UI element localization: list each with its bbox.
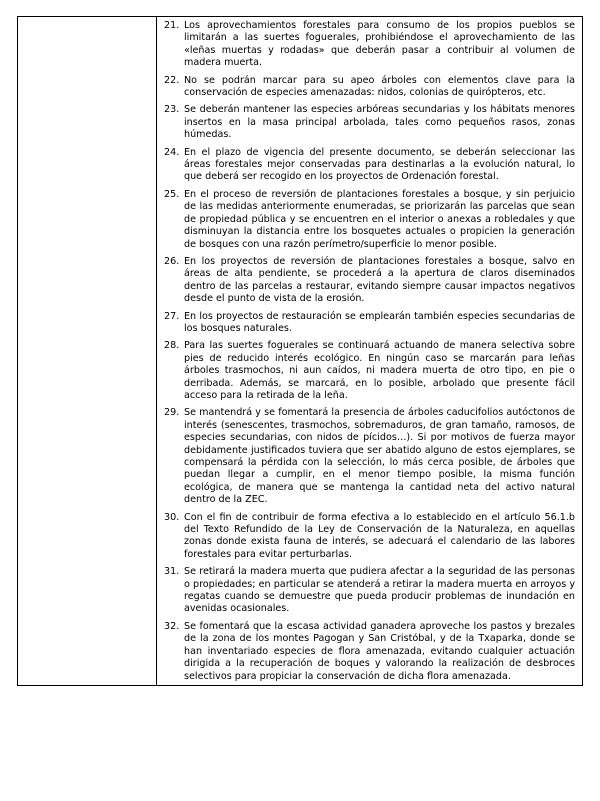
item-text: En los proyectos de reversión de plantaciones forestales a bosque, salvo en áreas de alta pendiente, se procederá a la apertura de claros diseminados dentro de las parcelas a restaurar, evitando siempre causar impactos negativos desde el punto de vista de la erosión. [184, 255, 575, 305]
item-text: En los proyectos de restauración se emplearán también especies secundarias de los bosques naturales. [184, 310, 575, 334]
list-item [164, 512, 575, 562]
list-item [164, 340, 575, 402]
list-item [164, 311, 575, 336]
item-number: 25. [164, 188, 180, 200]
item-text: Se retirará la madera muerta que pudiera afectar a la seguridad de las personas o propiedades; en particular se atenderá a retirar la madera muerta en arroyos y regatas cuando se demuestre que pueda producir problemas de inundación en avenidas ocasionales. [184, 566, 575, 615]
item-text: Con el fin de contribuir de forma efectiva a lo establecido en el artículo 56.1.b del Texto Refundido de la Ley de Conservación de la Naturaleza, en aquellas zonas donde exista fauna de interés, se adecuará el calendario de las labores forestales para evitar perturbarlas. [184, 511, 575, 560]
item-number: 23. [164, 104, 180, 116]
list-item [164, 147, 575, 184]
item-number: 27. [164, 310, 180, 322]
item-text: Se deberán mantener las especies arbóreas secundarias y los hábitats menores insertos en la masa principal arbolada, tales como pequeños rasos, zonas húmedas. [184, 104, 575, 141]
list-item [164, 104, 575, 141]
item-number: 31. [164, 566, 180, 578]
item-text: En el plazo de vigencia del presente documento, se deberán seleccionar las áreas forestales mejor conservadas para destinarlas a la evolución natural, lo que deberá ser recogido en los proyectos de Ordenación forestal. [184, 146, 575, 183]
item-number: 30. [164, 511, 180, 523]
item-number: 32. [164, 620, 180, 632]
item-number: 28. [164, 340, 180, 352]
list-item [164, 189, 575, 251]
item-text: En el proceso de reversión de plantaciones forestales a bosque, y sin perjuicio de las medidas anteriormente enumeradas, se priorizarán las parcelas que sean de propiedad pública y se encuentren en el interior o anexas a robledales y que disminuyan la distancia entre los bosquetes actuales o propicien la generación de bosques con una razón perímetro/superficie lo menor posible. [184, 188, 575, 250]
right-column [157, 17, 582, 685]
item-number: 21. [164, 20, 180, 31]
list-item [164, 566, 575, 616]
list-item [164, 256, 575, 306]
list-item [164, 407, 575, 506]
item-number: 29. [164, 407, 180, 419]
item-text: Para las suertes foguerales se continuará actuando de manera selectiva sobre pies de reducido interés ecológico. En ningún caso se marcarán para leñas árboles trasmochos, ni aun caídos, ni madera muerta de otro tipo, en pie o derribada. Además, se marcará, en lo posible, arbolado que presente fácil acceso para la retirada de la leña. [184, 340, 575, 401]
item-text: Se fomentará que la escasa actividad ganadera aproveche los pastos y brezales de la zona de los montes Pagogan y San Cristóbal, y de la Txaparka, donde se han inventariado especies de flora amenazada, evitando cualquier actuación dirigida a la recuperación de boques y valorando la realización de desbroces selectivos para propiciar la conservación de dicha flora amenazada. [184, 620, 575, 682]
item-number: 22. [164, 74, 180, 86]
item-text: Se mantendrá y se fomentará la presencia de árboles caducifolios autóctonos de interés (senescentes, trasmochos, sobremaduros, de gran tamaño, ramosos, de especies secundarias, con nidos de pícidos…). Si por motivos de fuerza mayor debidamente justificados tuviera que ser abatido alguno de estos ejemplares, se compensará la pérdida con la selección, lo más cerca posible, de árboles que puedan llegar a cumplir, en el menor tiempo posible, la misma función ecológica, de manera que se mantenga la cantidad neta del activo natural dentro de la ZEC. [184, 407, 575, 506]
item-number: 26. [164, 255, 180, 267]
measures-list [164, 20, 575, 683]
item-text: No se podrán marcar para su apeo árboles con elementos clave para la conservación de especies amenazadas: nidos, colonias de quirópteros, etc. [184, 74, 575, 99]
item-text: Los aprovechamientos forestales para consumo de los propios pueblos se limitarán a las suertes foguerales, prohibiéndose el aprovechamiento de las «leñas muertas y rodadas» que deberán pasar a contribuir al volumen de madera muerta. [184, 20, 575, 69]
list-item [164, 75, 575, 100]
left-column [18, 17, 157, 685]
item-number: 24. [164, 146, 180, 158]
list-item [164, 20, 575, 70]
list-item [164, 621, 575, 683]
document-table [17, 16, 583, 686]
